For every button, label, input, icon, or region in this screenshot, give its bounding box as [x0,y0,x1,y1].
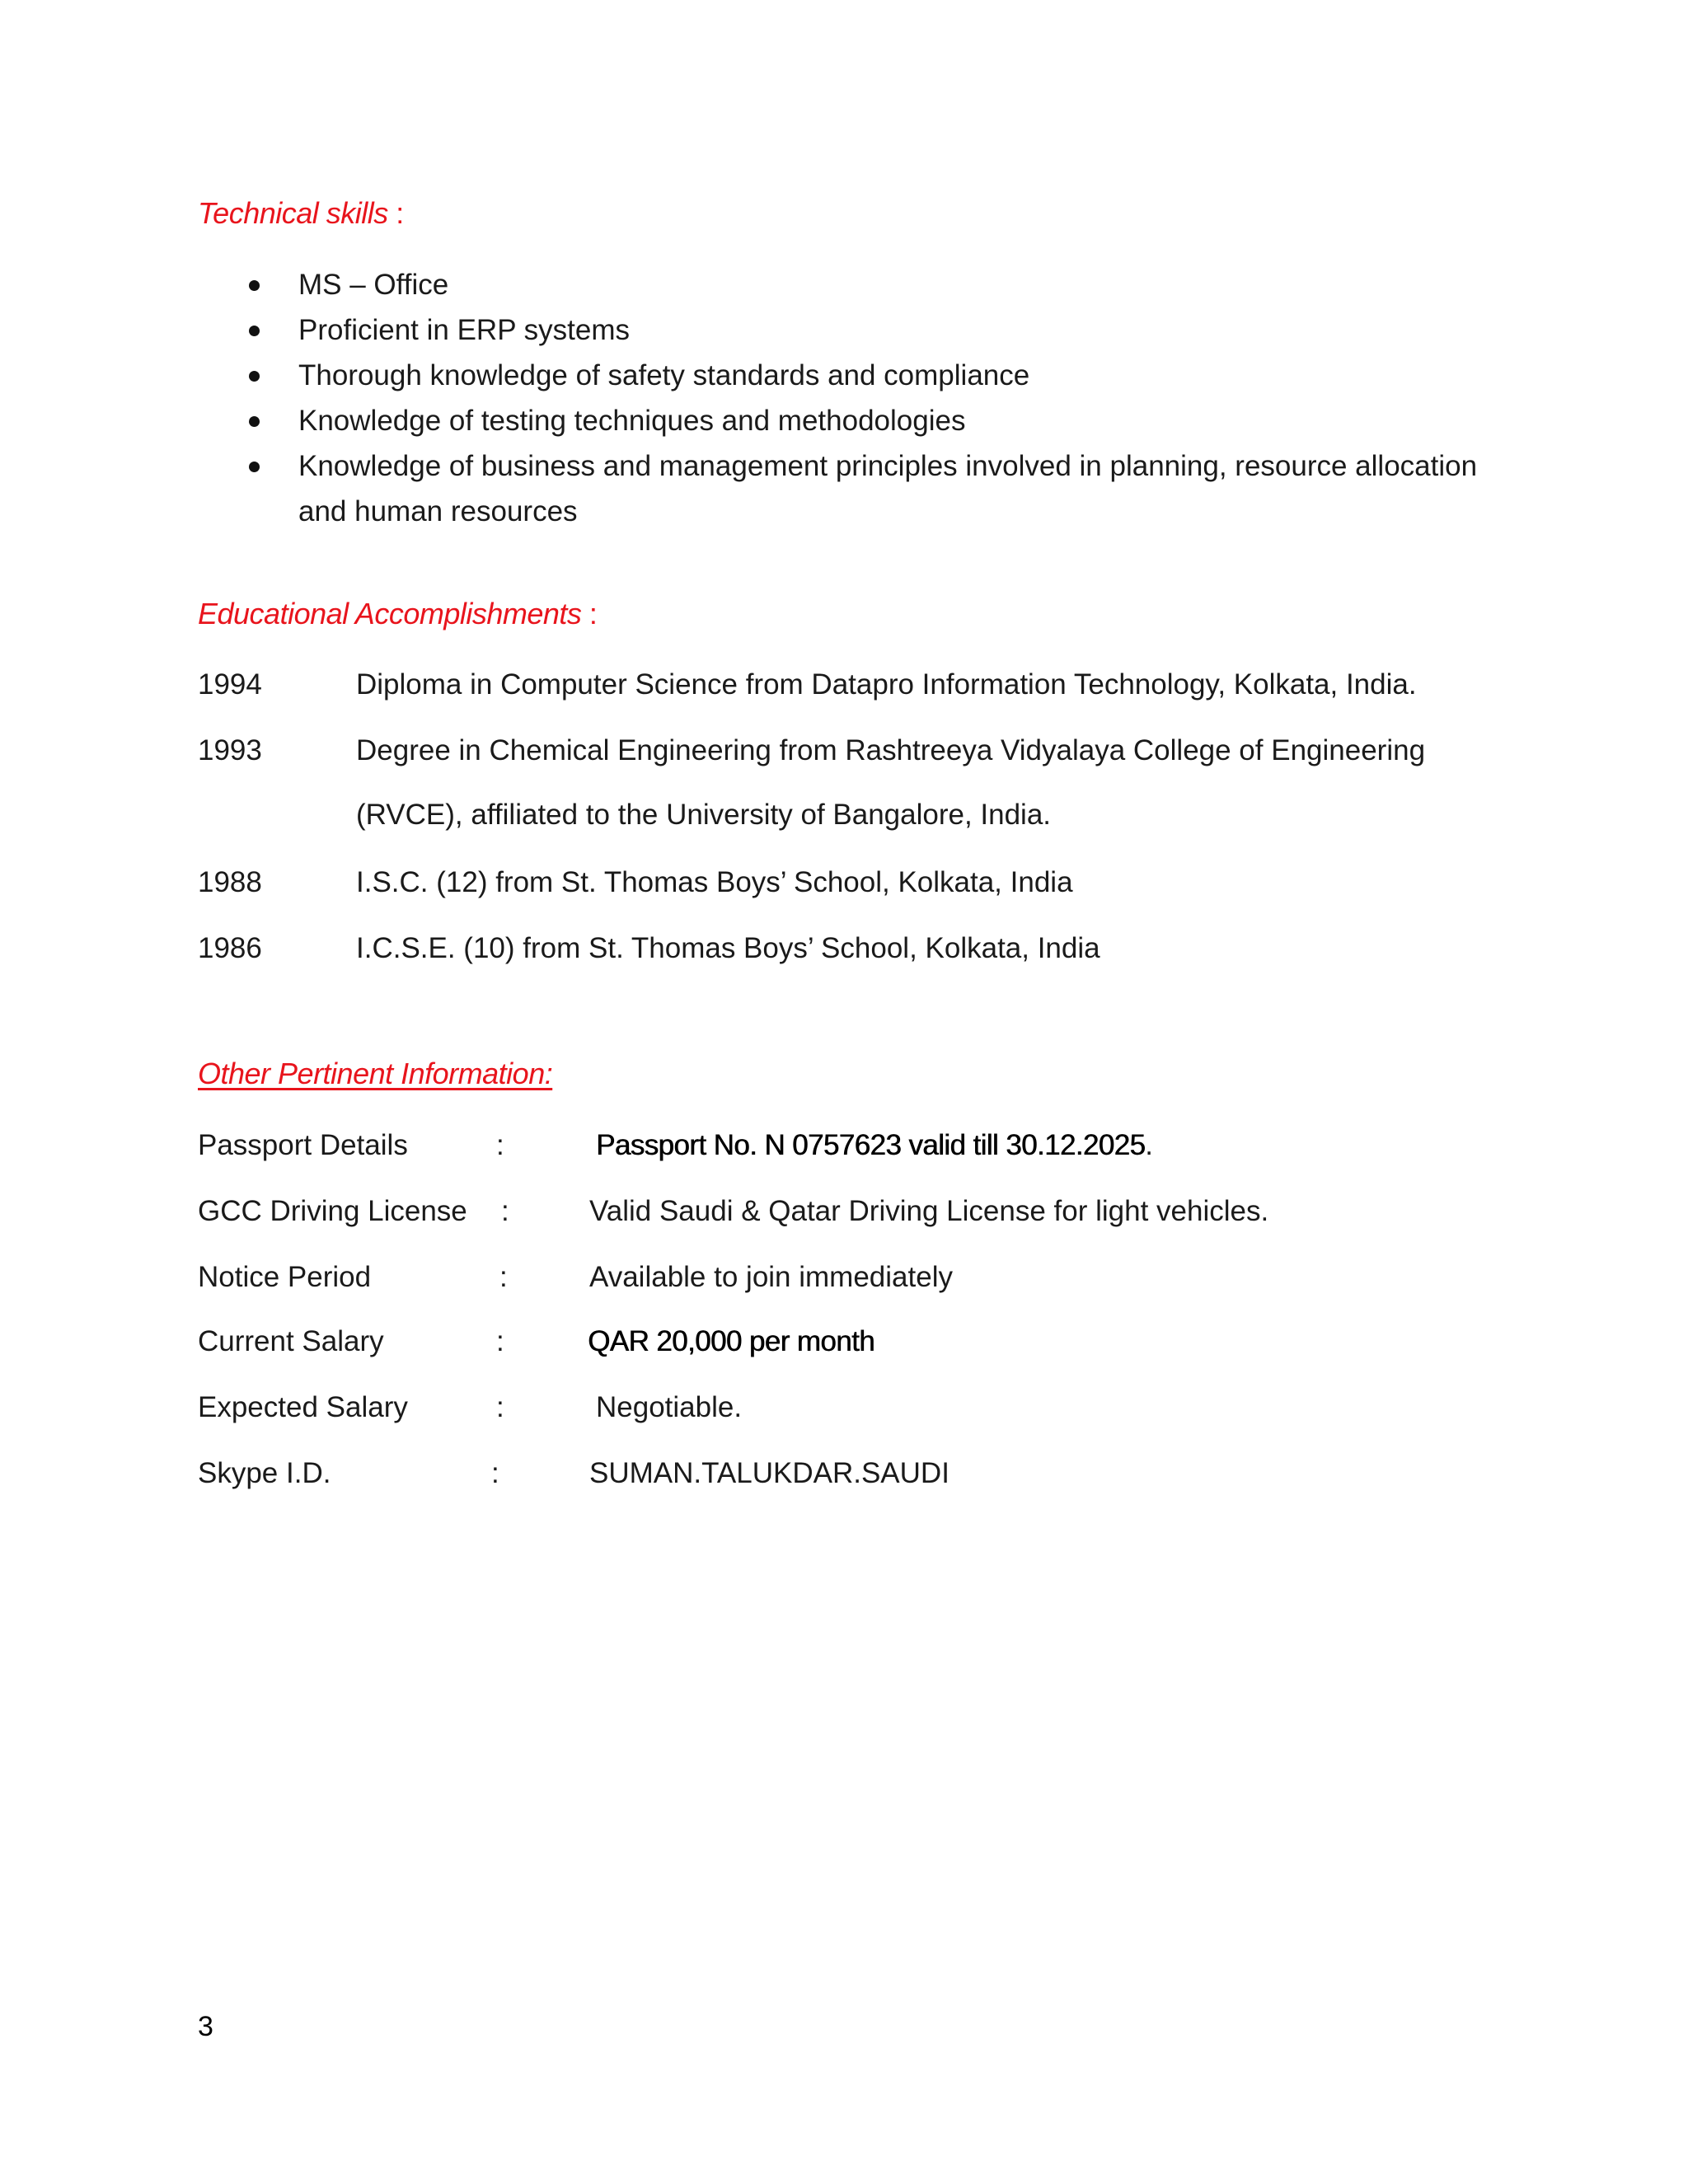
info-value [596,1121,1153,1170]
bullet-icon [249,326,260,336]
other-info-heading: Other Pertinent Information: [198,1057,553,1090]
education-colon: : [588,597,598,630]
skill-text: Proficient in ERP systems [298,314,630,346]
bullet-icon [249,371,260,382]
info-value: Valid Saudi & Qatar Driving License for light vehicles. [589,1195,1269,1227]
info-row-skype [198,1449,1533,1498]
passport-suffix: . [1145,1129,1154,1161]
info-label: Expected Salary [198,1391,408,1423]
info-label: Passport Details [198,1129,408,1161]
skill-text: Thorough knowledge of safety standards and compliance [298,359,1030,391]
education-row [198,851,1533,915]
list-item [198,353,1484,398]
education-year: 1993 [198,734,262,766]
technical-skills-colon: : [396,196,404,230]
education-row [198,653,1533,717]
education-year: 1994 [198,668,262,701]
info-separator: : [501,1195,509,1227]
info-row-expected-salary [198,1383,1533,1432]
technical-skills-heading [198,196,404,231]
passport-number: Passport No. N 0757623 valid till 30.12.2025 [596,1129,1146,1161]
info-label: Current Salary [198,1325,384,1357]
education-description: I.S.C. (12) from St. Thomas Boys’ School, Kolkata, India [356,866,1073,898]
info-value: QAR 20,000 per month [588,1325,874,1357]
info-row-current-salary [198,1317,1533,1366]
education-description: Diploma in Computer Science from Datapro Information Technology, Kolkata, India. [356,668,1417,701]
education-year: 1988 [198,866,262,898]
list-item [198,398,1484,443]
info-label: Skype I.D. [198,1457,331,1489]
info-row-passport [198,1121,1533,1170]
info-label: Notice Period [198,1261,372,1293]
list-item [198,262,1484,307]
info-separator: : [496,1391,504,1423]
list-item [198,307,1484,353]
education-description: I.C.S.E. (10) from St. Thomas Boys’ School, Kolkata, India [356,932,1100,964]
info-separator: : [499,1261,508,1293]
info-row-notice-period [198,1253,1533,1302]
skill-text: Knowledge of testing techniques and methodologies [298,405,966,437]
skill-text: Knowledge of business and management principles involved in planning, resource allocation and human resources [298,450,1478,527]
info-value: SUMAN.TALUKDAR.SAUDI [589,1457,950,1489]
education-row [198,916,1533,981]
bullet-icon [249,280,260,291]
education-description: Degree in Chemical Engineering from Rashtreeya Vidyalaya College of Engineering (RVCE), affiliated to the University of Bangalore, India. [356,734,1426,831]
technical-skills-list [198,262,1484,534]
education-year: 1986 [198,932,262,964]
info-value: Negotiable. [596,1391,743,1423]
info-separator: : [491,1457,499,1489]
info-label: GCC Driving License [198,1195,467,1227]
skill-text: MS – Office [298,269,449,301]
list-item [198,443,1484,534]
education-title: Educational Accomplishments [198,597,582,630]
info-separator: : [496,1325,504,1357]
bullet-icon [249,416,260,427]
bullet-icon [249,462,260,472]
education-row [198,719,1533,849]
education-heading [198,597,597,631]
info-separator: : [496,1129,504,1161]
technical-skills-title: Technical skills [198,196,388,230]
page-number: 3 [198,2011,213,2042]
info-row-driving-license [198,1187,1533,1236]
info-value: Available to join immediately [589,1261,953,1293]
